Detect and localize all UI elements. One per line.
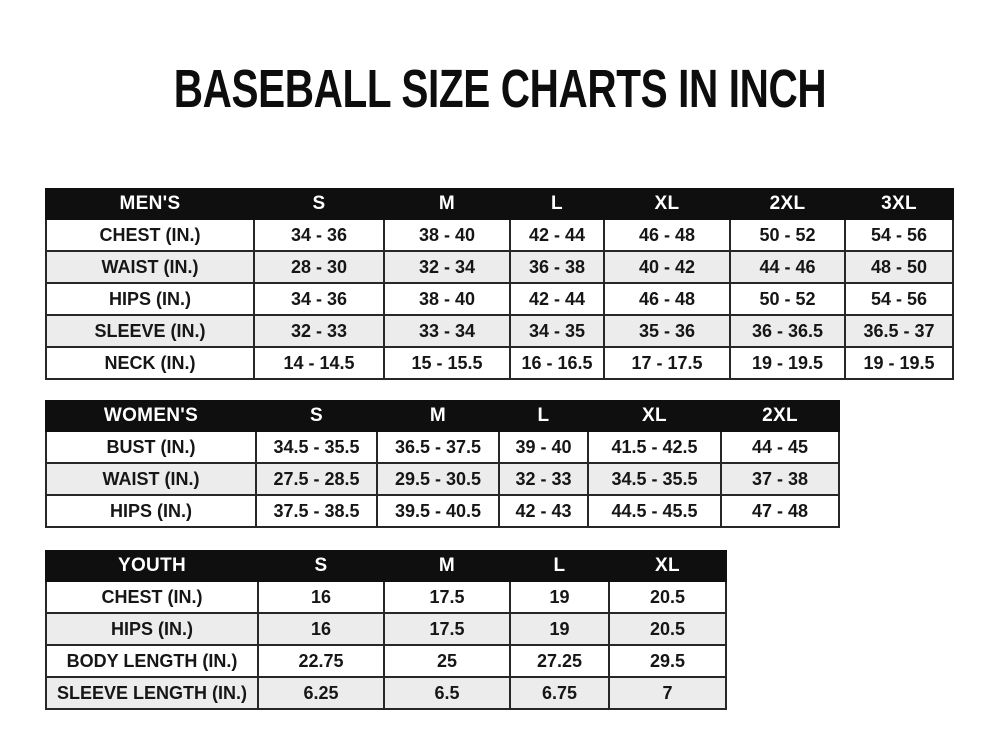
size-value-cell: 22.75 — [258, 645, 384, 677]
size-value-cell: 38 - 40 — [384, 283, 510, 315]
measurement-label: HIPS (IN.) — [46, 495, 256, 527]
size-value-cell: 34 - 36 — [254, 283, 384, 315]
size-value-cell: 34 - 36 — [254, 219, 384, 251]
mens-size-table — [45, 188, 954, 380]
page-title — [0, 59, 1000, 119]
size-value-cell: 17.5 — [384, 581, 510, 613]
measurement-row — [46, 645, 726, 677]
size-column-header: L — [499, 401, 588, 431]
size-value-cell: 28 - 30 — [254, 251, 384, 283]
size-value-cell: 7 — [609, 677, 726, 709]
size-column-header: L — [510, 551, 609, 581]
size-value-cell: 27.5 - 28.5 — [256, 463, 377, 495]
size-value-cell: 54 - 56 — [845, 219, 953, 251]
size-value-cell: 50 - 52 — [730, 283, 845, 315]
size-value-cell: 35 - 36 — [604, 315, 730, 347]
size-value-cell: 29.5 — [609, 645, 726, 677]
size-value-cell: 16 — [258, 613, 384, 645]
size-value-cell: 50 - 52 — [730, 219, 845, 251]
size-column-header: L — [510, 189, 604, 219]
size-value-cell: 39 - 40 — [499, 431, 588, 463]
measurement-row — [46, 495, 839, 527]
header-row — [46, 189, 953, 219]
size-value-cell: 44 - 46 — [730, 251, 845, 283]
size-value-cell: 6.25 — [258, 677, 384, 709]
table-title-cell: MEN'S — [46, 189, 254, 219]
size-value-cell: 19 — [510, 581, 609, 613]
size-value-cell: 16 — [258, 581, 384, 613]
size-column-header: S — [258, 551, 384, 581]
size-column-header: 3XL — [845, 189, 953, 219]
size-value-cell: 36.5 - 37.5 — [377, 431, 499, 463]
measurement-label: HIPS (IN.) — [46, 283, 254, 315]
size-value-cell: 34.5 - 35.5 — [588, 463, 721, 495]
size-value-cell: 40 - 42 — [604, 251, 730, 283]
measurement-label: CHEST (IN.) — [46, 581, 258, 613]
size-column-header: S — [254, 189, 384, 219]
size-value-cell: 17.5 — [384, 613, 510, 645]
size-value-cell: 14 - 14.5 — [254, 347, 384, 379]
size-value-cell: 34 - 35 — [510, 315, 604, 347]
table-title-cell: WOMEN'S — [46, 401, 256, 431]
womens-size-table — [45, 400, 840, 528]
size-value-cell: 20.5 — [609, 581, 726, 613]
header-row — [46, 551, 726, 581]
size-value-cell: 25 — [384, 645, 510, 677]
measurement-row — [46, 315, 953, 347]
size-column-header: XL — [604, 189, 730, 219]
size-column-header: M — [377, 401, 499, 431]
measurement-row — [46, 431, 839, 463]
measurement-row — [46, 251, 953, 283]
size-value-cell: 39.5 - 40.5 — [377, 495, 499, 527]
size-column-header: S — [256, 401, 377, 431]
measurement-label: CHEST (IN.) — [46, 219, 254, 251]
size-column-header: M — [384, 551, 510, 581]
size-value-cell: 29.5 - 30.5 — [377, 463, 499, 495]
size-value-cell: 42 - 44 — [510, 219, 604, 251]
size-column-header: XL — [588, 401, 721, 431]
youth-size-table — [45, 550, 727, 710]
measurement-row — [46, 347, 953, 379]
size-column-header: 2XL — [730, 189, 845, 219]
measurement-label: NECK (IN.) — [46, 347, 254, 379]
measurement-label: WAIST (IN.) — [46, 463, 256, 495]
size-value-cell: 27.25 — [510, 645, 609, 677]
size-value-cell: 15 - 15.5 — [384, 347, 510, 379]
measurement-row — [46, 463, 839, 495]
size-value-cell: 6.5 — [384, 677, 510, 709]
size-value-cell: 47 - 48 — [721, 495, 839, 527]
header-row — [46, 401, 839, 431]
size-value-cell: 33 - 34 — [384, 315, 510, 347]
size-value-cell: 32 - 33 — [254, 315, 384, 347]
size-column-header: XL — [609, 551, 726, 581]
size-value-cell: 36 - 38 — [510, 251, 604, 283]
size-value-cell: 42 - 44 — [510, 283, 604, 315]
size-value-cell: 16 - 16.5 — [510, 347, 604, 379]
measurement-row — [46, 581, 726, 613]
measurement-label: HIPS (IN.) — [46, 613, 258, 645]
size-value-cell: 36 - 36.5 — [730, 315, 845, 347]
size-value-cell: 19 — [510, 613, 609, 645]
measurement-label: WAIST (IN.) — [46, 251, 254, 283]
size-value-cell: 19 - 19.5 — [730, 347, 845, 379]
size-value-cell: 37.5 - 38.5 — [256, 495, 377, 527]
measurement-label: BUST (IN.) — [46, 431, 256, 463]
size-value-cell: 48 - 50 — [845, 251, 953, 283]
size-value-cell: 54 - 56 — [845, 283, 953, 315]
measurement-row — [46, 219, 953, 251]
measurement-row — [46, 613, 726, 645]
size-value-cell: 37 - 38 — [721, 463, 839, 495]
size-value-cell: 36.5 - 37 — [845, 315, 953, 347]
size-value-cell: 32 - 34 — [384, 251, 510, 283]
size-column-header: 2XL — [721, 401, 839, 431]
size-value-cell: 44 - 45 — [721, 431, 839, 463]
measurement-label: BODY LENGTH (IN.) — [46, 645, 258, 677]
size-column-header: M — [384, 189, 510, 219]
size-value-cell: 6.75 — [510, 677, 609, 709]
size-value-cell: 46 - 48 — [604, 219, 730, 251]
size-value-cell: 19 - 19.5 — [845, 347, 953, 379]
measurement-row — [46, 677, 726, 709]
measurement-label: SLEEVE (IN.) — [46, 315, 254, 347]
table-title-cell: YOUTH — [46, 551, 258, 581]
page-title-text: BASEBALL SIZE CHARTS IN INCH — [173, 59, 827, 119]
size-value-cell: 41.5 - 42.5 — [588, 431, 721, 463]
size-value-cell: 34.5 - 35.5 — [256, 431, 377, 463]
size-value-cell: 17 - 17.5 — [604, 347, 730, 379]
size-value-cell: 42 - 43 — [499, 495, 588, 527]
measurement-row — [46, 283, 953, 315]
size-value-cell: 46 - 48 — [604, 283, 730, 315]
size-value-cell: 44.5 - 45.5 — [588, 495, 721, 527]
measurement-label: SLEEVE LENGTH (IN.) — [46, 677, 258, 709]
size-value-cell: 38 - 40 — [384, 219, 510, 251]
size-value-cell: 20.5 — [609, 613, 726, 645]
size-value-cell: 32 - 33 — [499, 463, 588, 495]
